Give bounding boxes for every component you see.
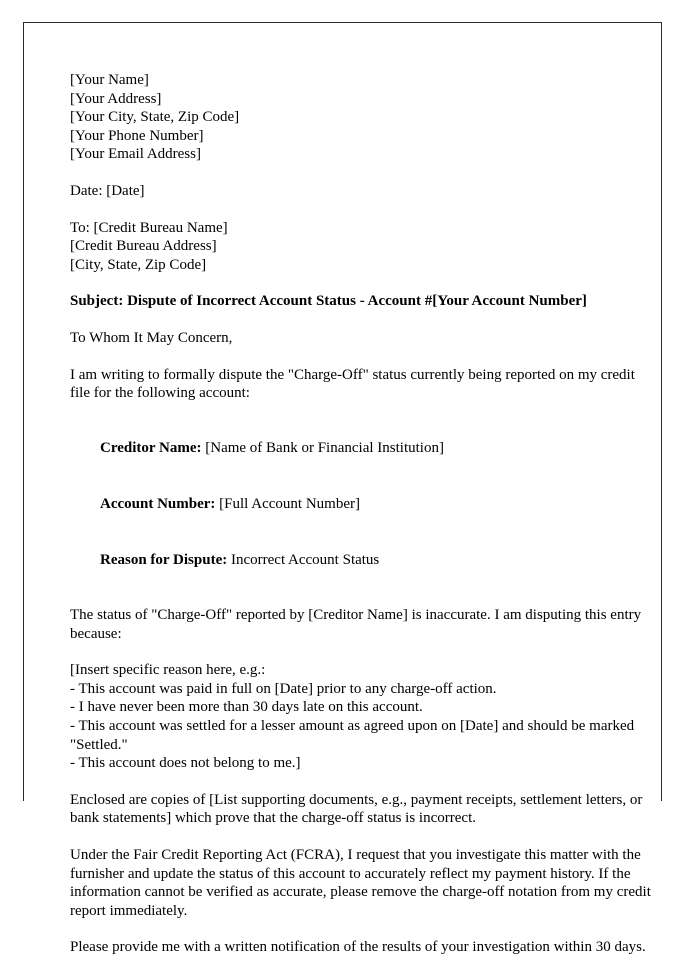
recipient-address-block <box>70 219 652 275</box>
reason-list-block <box>70 661 652 773</box>
account-detail-reason-for-dispute <box>70 532 652 588</box>
recipient-city-state-zip: [City, State, Zip Code] <box>70 256 207 273</box>
opening-paragraph: I am writing to formally dispute the "Charge-Off" status currently being reported on my credit file for the following account: <box>70 366 635 402</box>
list-item: - This account was paid in full on [Date] prior to any charge-off action. <box>70 680 497 697</box>
sender-phone: [Your Phone Number] <box>70 127 204 144</box>
dispute-intro-paragraph: The status of "Charge-Off" reported by [Creditor Name] is inaccurate. I am disputing this entry because: <box>70 607 642 642</box>
enclosure-paragraph: Enclosed are copies of [List supporting documents, e.g., payment receipts, settlement letters, or bank statements] which prove that the charge-off status is incorrect. <box>70 791 643 827</box>
list-item: - This account does not belong to me.] <box>70 755 301 772</box>
sender-street: [Your Address] <box>70 90 162 107</box>
sender-email: [Your Email Address] <box>70 146 201 163</box>
recipient-street: [Credit Bureau Address] <box>70 238 217 255</box>
list-item: [Insert specific reason here, e.g.: <box>70 662 266 679</box>
salutation: To Whom It May Concern, <box>70 329 233 346</box>
list-item: - This account was settled for a lesser amount as agreed upon on [Date] and should be marked "Settled." <box>70 718 638 753</box>
list-item: - I have never been more than 30 days late on this account. <box>70 699 423 716</box>
account-details-block <box>70 421 652 588</box>
recipient-name: To: [Credit Bureau Name] <box>70 219 228 236</box>
subject-line: Subject: Dispute of Incorrect Account Status - Account #[Your Account Number] <box>70 293 587 310</box>
account-detail-label: Reason for Dispute: <box>100 551 228 568</box>
account-detail-creditor-name <box>70 421 652 477</box>
sender-city-state-zip: [Your City, State, Zip Code] <box>70 109 240 126</box>
account-detail-value: [Full Account Number] <box>215 496 360 513</box>
account-detail-value: Incorrect Account Status <box>227 551 380 568</box>
closing-paragraph: Please provide me with a written notification of the results of your investigation within 30 days. <box>70 939 646 956</box>
date-line: Date: [Date] <box>70 182 145 199</box>
sender-address-block <box>70 71 652 164</box>
account-detail-label: Account Number: <box>100 496 216 513</box>
document-page-frame <box>23 22 662 956</box>
account-detail-value: [Name of Bank or Financial Institution] <box>201 440 444 457</box>
fcra-paragraph: Under the Fair Credit Reporting Act (FCRA), I request that you investigate this matter with the furnisher and update the status of this account to accurately reflect my payment history. If the information cannot be verified as accurate, please remove the charge-off notation from my credit report immediately. <box>70 847 651 919</box>
date-block <box>70 182 652 201</box>
sender-name: [Your Name] <box>70 72 149 88</box>
letter-body <box>70 71 652 975</box>
account-detail-label: Creditor Name: <box>100 440 202 457</box>
account-detail-account-number <box>70 477 652 533</box>
